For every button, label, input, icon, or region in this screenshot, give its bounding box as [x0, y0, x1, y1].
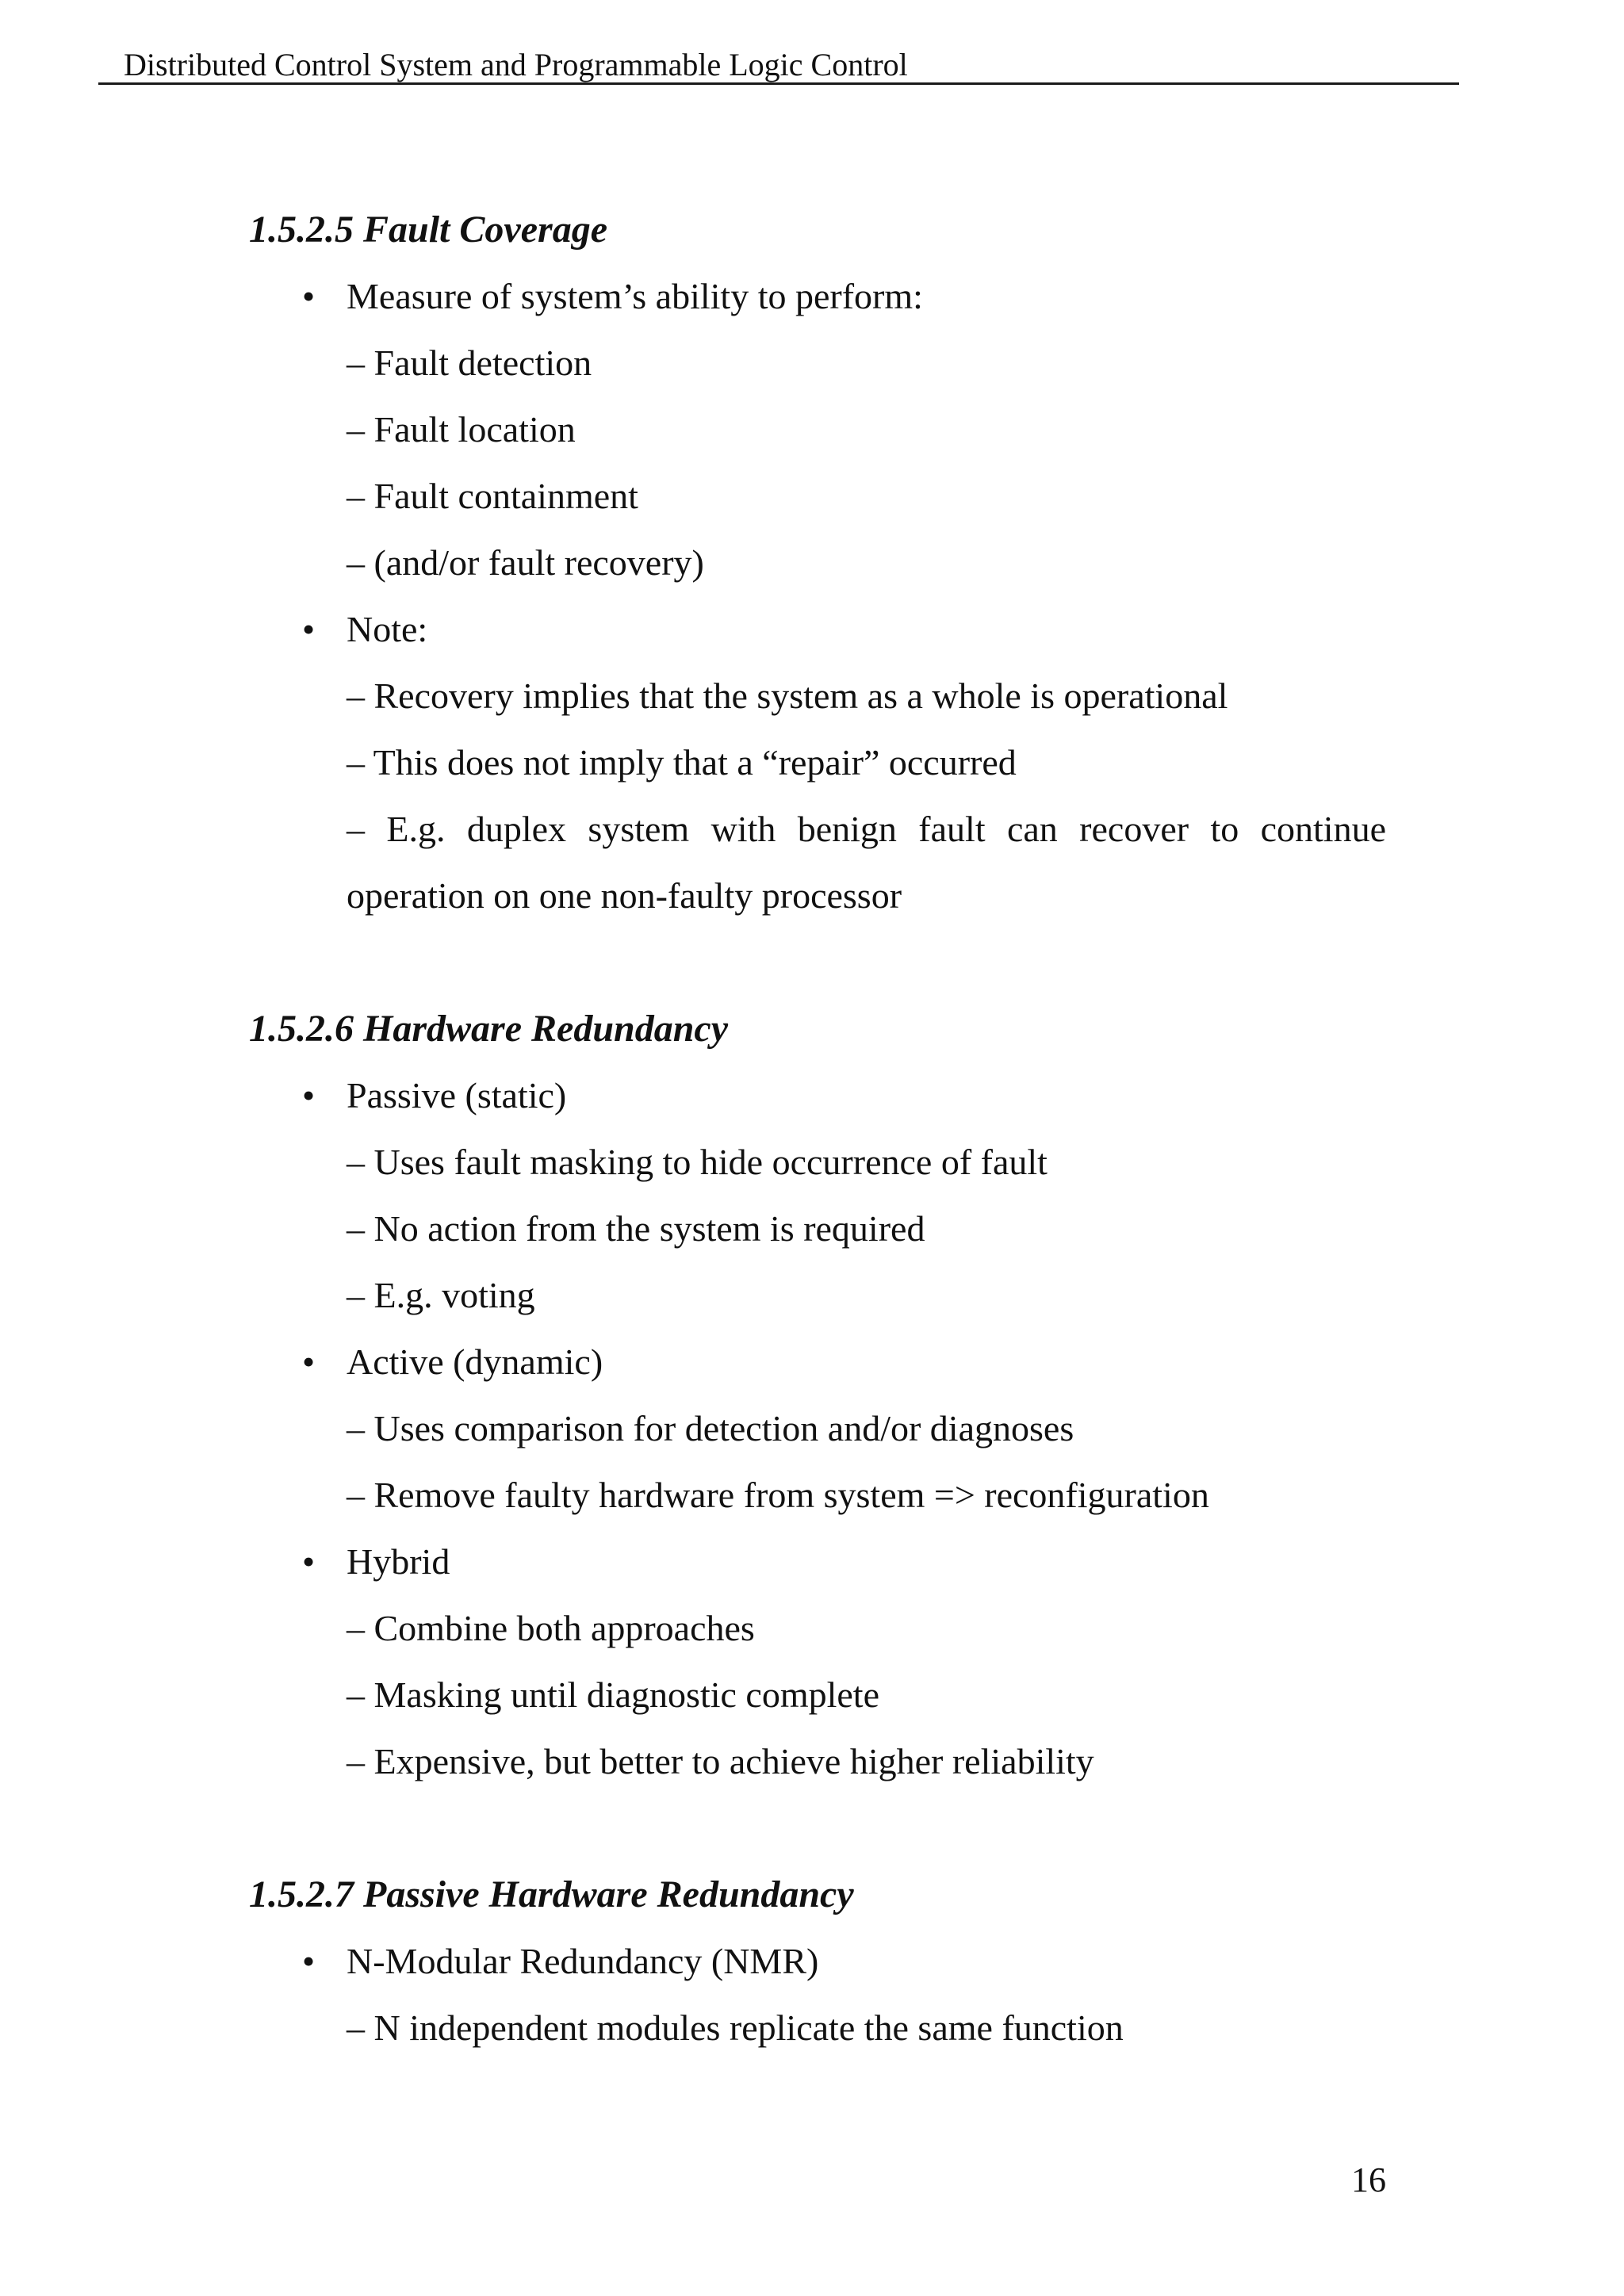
sub-item: – Fault location — [347, 409, 576, 450]
sub-item: – No action from the system is required — [347, 1208, 925, 1249]
page-content — [249, 197, 1386, 2061]
sub-item: – Combine both approaches — [347, 1608, 755, 1648]
sub-item: – This does not imply that a “repair” occurred — [347, 742, 1017, 783]
section-fault-coverage — [249, 197, 1386, 929]
section-title: 1.5.2.5 Fault Coverage — [249, 209, 607, 251]
sub-item: – E.g. voting — [347, 1275, 535, 1315]
section-passive-hardware-redundancy — [249, 1862, 1386, 2061]
sub-item: – Recovery implies that the system as a whole is operational — [347, 675, 1228, 716]
bullet-item — [249, 596, 1386, 929]
bullet-label: Active (dynamic) — [347, 1341, 603, 1382]
bullet-label: Note: — [347, 609, 428, 649]
bullet-label: N-Modular Redundancy (NMR) — [347, 1941, 819, 1981]
sub-item: – Masking until diagnostic complete — [347, 1674, 880, 1715]
sub-item: – Uses fault masking to hide occurrence of fault — [347, 1142, 1048, 1182]
bullet-dot-icon: • — [301, 1075, 316, 1115]
sub-item: – E.g. duplex system with benign fault can recover to continue operation on one non-faulty processor — [347, 809, 1386, 916]
section-title: 1.5.2.7 Passive Hardware Redundancy — [249, 1873, 854, 1915]
running-header — [98, 48, 1459, 85]
bullet-item — [249, 263, 1386, 596]
sub-item: – Uses comparison for detection and/or diagnoses — [347, 1408, 1074, 1448]
bullet-dot-icon: • — [301, 1541, 316, 1582]
section-hardware-redundancy — [249, 996, 1386, 1795]
sub-item: – Remove faulty hardware from system => reconfiguration — [347, 1475, 1209, 1515]
header-title: Distributed Control System and Programmable Logic Control — [124, 47, 908, 82]
bullet-label: Measure of system’s ability to perform: — [347, 276, 923, 316]
section-title: 1.5.2.6 Hardware Redundancy — [249, 1008, 729, 1050]
bullet-label: Passive (static) — [347, 1075, 567, 1115]
sub-item: – Expensive, but better to achieve higher reliability — [347, 1741, 1094, 1781]
page-number: 16 — [1351, 2160, 1386, 2199]
sub-item: – Fault containment — [347, 476, 638, 516]
sub-item: – N independent modules replicate the same function — [347, 2007, 1124, 2048]
sub-item: – Fault detection — [347, 342, 592, 383]
bullet-dot-icon: • — [301, 1341, 316, 1382]
bullet-item — [249, 1529, 1386, 1795]
bullet-dot-icon: • — [301, 609, 316, 649]
bullet-item — [249, 1062, 1386, 1329]
bullet-dot-icon: • — [301, 1941, 316, 1981]
bullet-dot-icon: • — [301, 276, 316, 316]
bullet-label: Hybrid — [347, 1541, 450, 1582]
bullet-item — [249, 1928, 1386, 2061]
bullet-item — [249, 1329, 1386, 1529]
sub-item: – (and/or fault recovery) — [347, 542, 704, 583]
